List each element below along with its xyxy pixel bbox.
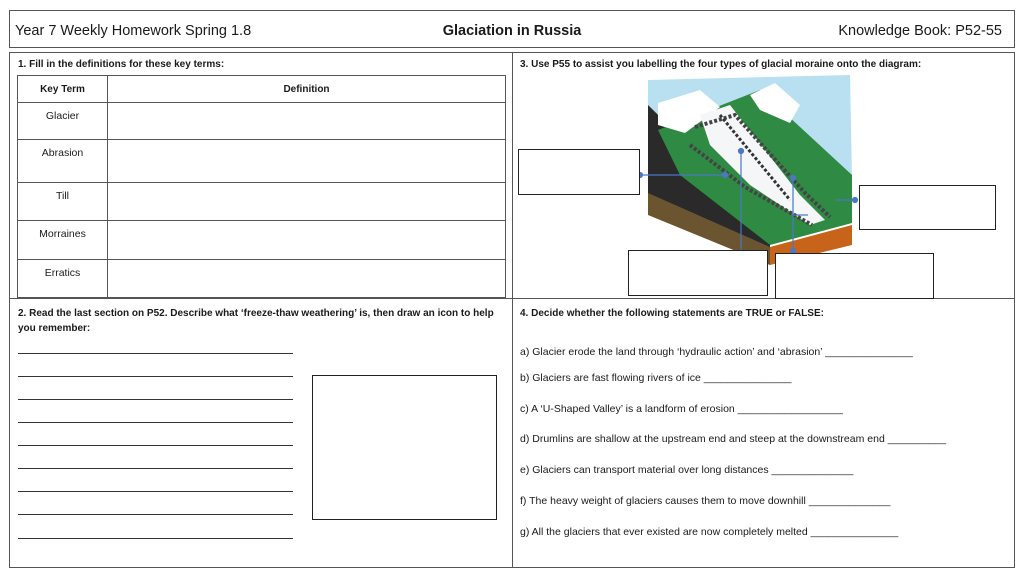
statement-a[interactable]: a) Glacier erode the land through ‘hydraulic action’ and ‘abrasion’ _______________ — [520, 346, 913, 358]
definitions-table — [17, 75, 506, 298]
definition-input[interactable] — [108, 183, 506, 221]
statement-d[interactable]: d) Drumlins are shallow at the upstream end and steep at the downstream end __________ — [520, 433, 947, 445]
answer-line[interactable] — [18, 353, 293, 354]
term-erratics: Erratics — [18, 260, 108, 298]
moraine-label-box-3[interactable] — [628, 250, 768, 296]
glacier-diagram — [640, 75, 860, 265]
table-row — [18, 260, 506, 298]
answer-line[interactable] — [18, 491, 293, 492]
table-row — [18, 103, 506, 140]
term-till: Till — [18, 183, 108, 221]
statement-e[interactable]: e) Glaciers can transport material over long distances ______________ — [520, 464, 854, 476]
statement-c[interactable]: c) A ‘U-Shaped Valley’ is a landform of erosion __________________ — [520, 403, 843, 415]
definition-input[interactable] — [108, 221, 506, 260]
q2-title: 2. Read the last section on P52. Describe what ‘freeze-thaw weathering’ is, then draw an icon to help you remember: — [18, 308, 494, 334]
answer-line[interactable] — [18, 376, 293, 377]
worksheet-title: Year 7 Weekly Homework Spring 1.8 — [15, 23, 252, 39]
moraine-label-box-2[interactable] — [859, 185, 996, 230]
answer-line[interactable] — [18, 422, 293, 423]
term-abrasion: Abrasion — [18, 140, 108, 183]
page-header — [9, 10, 1015, 48]
definition-input[interactable] — [108, 103, 506, 140]
answer-line[interactable] — [18, 445, 293, 446]
moraine-label-box-1[interactable] — [518, 149, 640, 195]
answer-line[interactable] — [18, 514, 293, 515]
definition-input[interactable] — [108, 260, 506, 298]
icon-drawing-box[interactable] — [312, 375, 497, 520]
table-header-row — [18, 76, 506, 103]
term-morraines: Morraines — [18, 221, 108, 260]
answer-line[interactable] — [18, 538, 293, 539]
book-reference: Knowledge Book: P52-55 — [838, 23, 1002, 39]
answer-line[interactable] — [18, 468, 293, 469]
key-term-header: Key Term — [18, 76, 108, 103]
topic-title: Glaciation in Russia — [442, 23, 582, 39]
table-row — [18, 140, 506, 183]
moraine-label-box-4[interactable] — [775, 253, 934, 299]
term-glacier: Glacier — [18, 103, 108, 140]
statement-f[interactable]: f) The heavy weight of glaciers causes them to move downhill ______________ — [520, 495, 891, 507]
q4-title: 4. Decide whether the following statements are TRUE or FALSE: — [520, 308, 824, 319]
q1-title: 1. Fill in the definitions for these key terms: — [18, 59, 225, 70]
q3-title: 3. Use P55 to assist you labelling the four types of glacial moraine onto the diagram: — [520, 59, 922, 70]
statement-g[interactable]: g) All the glaciers that ever existed are now completely melted _______________ — [520, 526, 899, 538]
answer-line[interactable] — [18, 399, 293, 400]
definition-input[interactable] — [108, 140, 506, 183]
table-row — [18, 221, 506, 260]
table-row — [18, 183, 506, 221]
statement-b[interactable]: b) Glaciers are fast flowing rivers of ice _______________ — [520, 372, 792, 384]
definition-header: Definition — [108, 76, 506, 103]
vertical-divider — [512, 52, 513, 568]
